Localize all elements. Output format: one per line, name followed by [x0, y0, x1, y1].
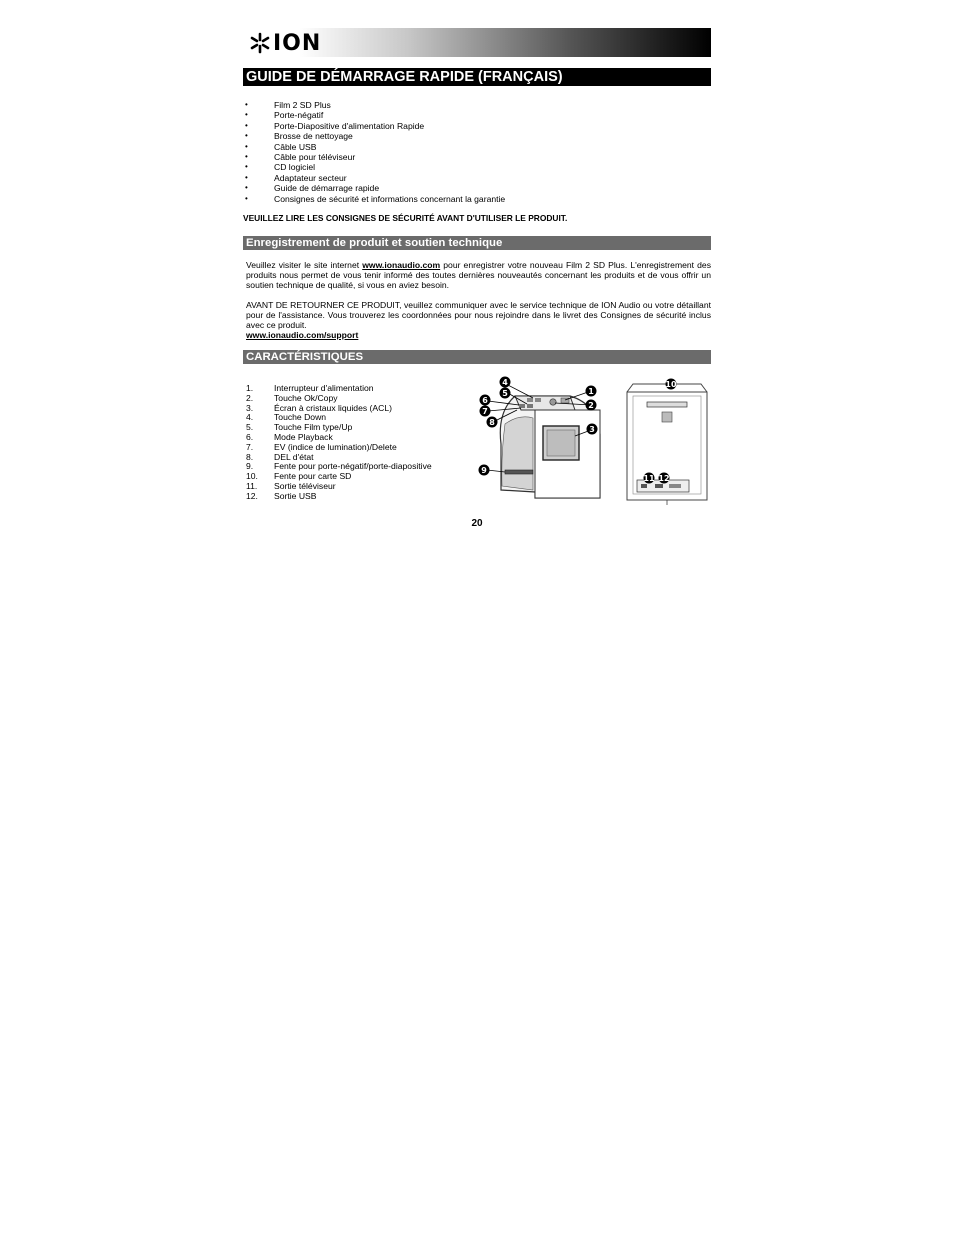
- bullet-icon: •: [245, 162, 248, 172]
- feature-label: Sortie téléviseur: [274, 481, 336, 492]
- page-title: GUIDE DE DÉMARRAGE RAPIDE (FRANÇAIS): [243, 68, 711, 86]
- callout-11: 11: [643, 474, 655, 484]
- list-item: [243, 194, 711, 204]
- list-item-label: Câble pour téléviseur: [274, 152, 356, 163]
- list-item-label: Câble USB: [274, 141, 317, 152]
- ion-logo: [249, 31, 321, 55]
- feature-label: Touche Ok/Copy: [274, 392, 338, 403]
- ion-star-icon: [249, 32, 271, 54]
- header-banner: [243, 28, 711, 57]
- list-item: [243, 152, 711, 162]
- feature-number: 11.: [246, 481, 258, 492]
- list-item: [243, 142, 711, 152]
- bullet-icon: •: [245, 110, 248, 120]
- callout-12: 12: [658, 474, 670, 484]
- callout-1: 1: [588, 387, 594, 397]
- registration-header: Enregistrement de produit et soutien technique: [243, 236, 711, 250]
- bullet-icon: •: [245, 172, 248, 182]
- feature-label: Mode Playback: [274, 432, 333, 443]
- list-item-label: Consignes de sécurité et informations concernant la garantie: [274, 193, 506, 204]
- callout-2: 2: [588, 401, 594, 411]
- feature-label: Écran à cristaux liquides (ACL): [274, 402, 392, 413]
- list-item: [243, 110, 711, 120]
- feature-number: 10.: [246, 471, 258, 482]
- feature-number: 2.: [246, 392, 254, 403]
- list-item-label: Guide de démarrage rapide: [274, 183, 380, 194]
- list-item-label: Brosse de nettoyage: [274, 131, 353, 142]
- safety-warning: VEUILLEZ LIRE LES CONSIGNES DE SÉCURITÉ AVANT D'UTILISER LE PRODUIT.: [243, 213, 568, 224]
- brand-name: ION: [273, 30, 322, 56]
- feature-number: 4.: [246, 412, 254, 423]
- support-link[interactable]: www.ionaudio.com/support: [246, 330, 359, 341]
- list-item-label: Adaptateur secteur: [274, 172, 347, 183]
- feature-number: 1.: [246, 383, 254, 394]
- list-item: [243, 173, 711, 183]
- features-section: [243, 376, 711, 506]
- page-number: 20: [471, 518, 483, 529]
- scanner-front-figure: [475, 374, 610, 502]
- bullet-icon: •: [245, 120, 248, 130]
- callout-6: 6: [482, 396, 488, 406]
- list-item: [243, 131, 711, 141]
- registration-text-a: Veuillez visiter le site internet: [246, 260, 363, 271]
- registration-text-b: pour enregistrer votre nouveau Film 2 SD Plus. L'enregistrement des produits nous permet de vous tenir informé des toutes dernières nouveautés concernant les produits et de vous offrir un soutien technique de qualité, si vous en aviez besoin.: [246, 260, 711, 291]
- feature-label: Fente pour carte SD: [274, 471, 352, 482]
- bullet-icon: •: [245, 193, 248, 203]
- feature-label: Touche Film type/Up: [274, 422, 353, 433]
- box-contents-list: [243, 100, 711, 204]
- return-paragraph: AVANT DE RETOURNER CE PRODUIT, veuillez communiquer avec le service technique de ION Audio ou votre détaillant pour de l'assistance. Vous trouverez les coordonnées pour nous rejoindre dans le livret des Consignes de sécurité inclus avec ce produit.: [246, 300, 711, 331]
- feature-label: Sortie USB: [274, 490, 317, 501]
- callout-7: 7: [482, 407, 488, 417]
- feature-number: 8.: [246, 451, 254, 462]
- features-header: CARACTÉRISTIQUES: [243, 350, 711, 364]
- callout-3: 3: [589, 425, 595, 435]
- callout-5: 5: [502, 389, 508, 399]
- list-item: [243, 100, 711, 110]
- feature-number: 9.: [246, 461, 254, 472]
- callout-4: 4: [502, 378, 508, 388]
- feature-number: 7.: [246, 441, 254, 452]
- list-item-label: CD logiciel: [274, 162, 316, 173]
- feature-item: [243, 492, 473, 502]
- feature-label: Fente pour porte-négatif/porte-diapositive: [274, 461, 432, 472]
- registration-paragraph: [246, 260, 711, 290]
- bullet-icon: •: [245, 100, 248, 109]
- callout-10: 10: [665, 380, 677, 390]
- support-link-line: [246, 330, 711, 340]
- feature-label: Interrupteur d'alimentation: [274, 383, 374, 394]
- list-item-label: Porte-négatif: [274, 110, 324, 121]
- bullet-icon: •: [245, 183, 248, 193]
- bullet-icon: •: [245, 152, 248, 162]
- callout-8: 8: [489, 418, 495, 428]
- manual-page: [243, 28, 711, 506]
- list-item-label: Film 2 SD Plus: [274, 100, 331, 110]
- feature-label: EV (indice de lumination)/Delete: [274, 441, 397, 452]
- list-item: [243, 183, 711, 193]
- feature-number: 5.: [246, 422, 254, 433]
- list-item: [243, 162, 711, 172]
- bullet-icon: •: [245, 141, 248, 151]
- feature-label: Touche Down: [274, 412, 327, 423]
- feature-label: DEL d'état: [274, 451, 314, 462]
- ionaudio-link[interactable]: www.ionaudio.com: [362, 260, 441, 271]
- list-item: [243, 121, 711, 131]
- feature-number: 12.: [246, 490, 258, 501]
- features-list: [243, 384, 473, 502]
- list-item-label: Porte-Diapositive d'alimentation Rapide: [274, 120, 425, 131]
- feature-number: 3.: [246, 402, 254, 413]
- bullet-icon: •: [245, 131, 248, 141]
- feature-number: 6.: [246, 432, 254, 443]
- scanner-back-figure: [623, 374, 713, 506]
- callout-9: 9: [481, 466, 487, 476]
